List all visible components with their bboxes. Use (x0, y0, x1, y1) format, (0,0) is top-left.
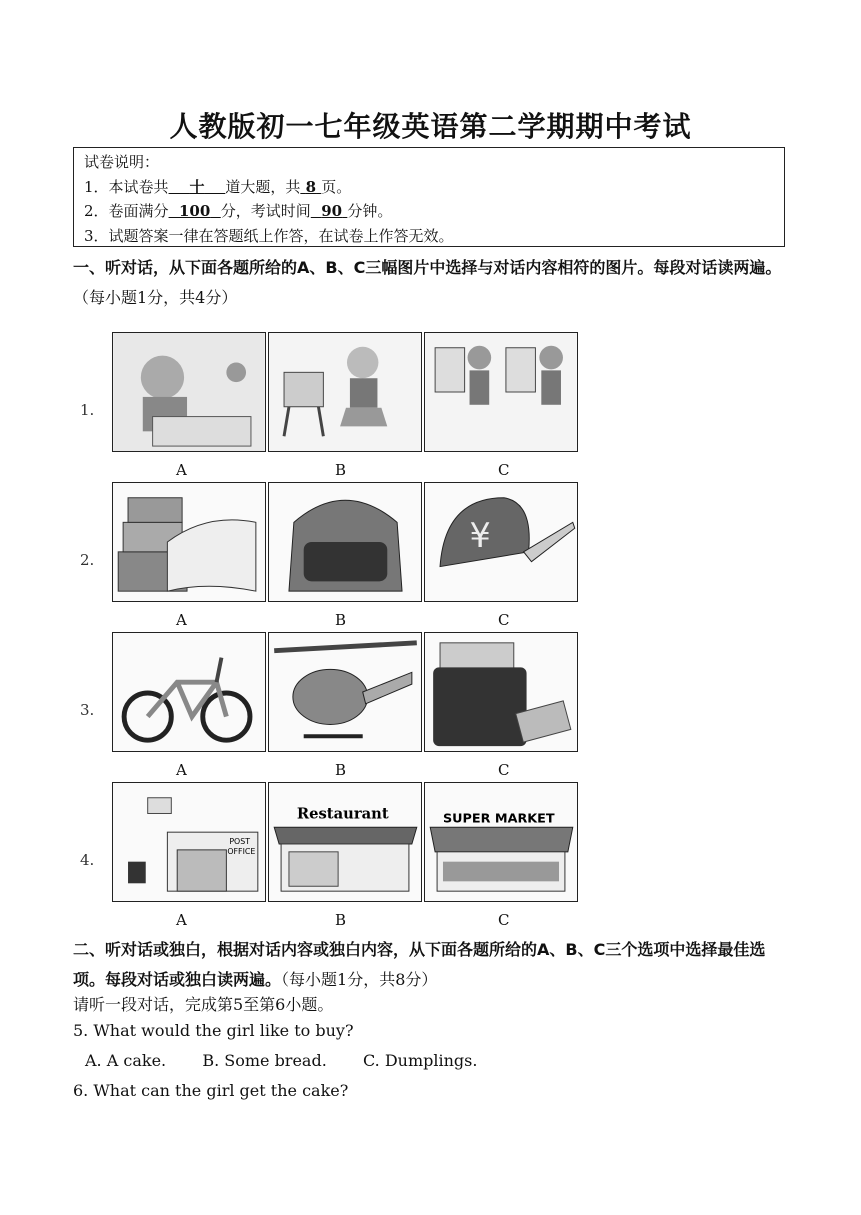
question-5: 5. What would the girl like to buy? (73, 1021, 354, 1040)
exam-title: 人教版初一七年级英语第二学期期中考试 (169, 110, 692, 143)
exam-minutes: 90 (321, 202, 343, 220)
label-b-2: B (335, 611, 347, 629)
label-a-3: A (176, 761, 187, 779)
l1-pre: 1．本试卷共 (84, 177, 169, 196)
l1-mid: 道大题，共 (225, 177, 301, 196)
question-5-options (85, 1051, 477, 1070)
post-text: POST (229, 836, 251, 846)
picture-row-4 (112, 782, 580, 904)
section-2-heading (73, 935, 793, 995)
section-2-bold: 二、听对话或独白，根据对话内容或独白内容，从下面各题所给的A、B、C三个选项中选择最佳选项。每段对话或独白读两遍。 (73, 940, 766, 989)
section-1-bold: 一、听对话，从下面各题所给的A、B、C三幅图片中选择与对话内容相符的图片。每段对话读两遍。 (73, 258, 782, 277)
picture-row-3 (112, 632, 580, 754)
backpack-icon[interactable] (268, 482, 422, 602)
picture-row-1 (112, 332, 580, 454)
label-b-3: B (335, 761, 347, 779)
two-kids-at-easels-icon[interactable] (424, 332, 578, 452)
supermarket-icon[interactable] (424, 782, 578, 902)
exam-instructions-box (73, 147, 785, 247)
label-b-1: B (335, 461, 347, 479)
label-c-2: C (498, 611, 510, 629)
helicopter-icon[interactable] (268, 632, 422, 752)
l2-post: 分钟。 (347, 202, 393, 220)
label-b-4: B (335, 911, 347, 929)
label-c-4: C (498, 911, 510, 929)
section-2-score: （每小题1分，共8分） (281, 970, 438, 989)
wallet-icon[interactable] (424, 632, 578, 752)
instruction-line-1 (84, 175, 774, 200)
girl-painting-icon[interactable] (268, 332, 422, 452)
picture-row-2 (112, 482, 580, 604)
instruction-line-2 (84, 199, 774, 224)
label-c-1: C (498, 461, 510, 479)
option-5c[interactable]: C. Dumplings. (362, 1051, 478, 1070)
l2-pre: 2．卷面满分 (84, 202, 169, 220)
section-count: 十 (189, 177, 205, 196)
instruction-line-3: 3．试题答案一律在答题纸上作答，在试卷上作答无效。 (84, 226, 454, 245)
row-number-1: 1. (80, 401, 95, 419)
l1-post: 页。 (321, 177, 352, 196)
label-c-3: C (498, 761, 510, 779)
listening-instruction: 请听一段对话，完成第5至第6小题。 (73, 995, 334, 1014)
section-1-heading (73, 253, 793, 313)
question-6: 6. What can the girl get the cake? (73, 1081, 349, 1100)
label-a-4: A (176, 911, 187, 929)
row-number-3: 3. (80, 701, 95, 719)
full-score: 100 (179, 202, 211, 220)
label-a-1: A (176, 461, 187, 479)
post-office-icon[interactable] (112, 782, 266, 902)
option-5b[interactable]: B. Some bread. (202, 1051, 327, 1070)
office-text: OFFICE (227, 846, 256, 856)
section-1-score: （每小题1分，共4分） (73, 288, 238, 307)
row-number-2: 2. (80, 551, 95, 569)
books-icon[interactable] (112, 482, 266, 602)
row-number-4: 4. (80, 851, 95, 869)
supermarket-sign-text: SUPER MARKET (442, 811, 555, 827)
l2-mid: 分，考试时间 (220, 202, 311, 220)
boy-drawing-icon[interactable] (112, 332, 266, 452)
restaurant-sign-text: Restaurant (296, 805, 389, 823)
label-a-2: A (176, 611, 187, 629)
svg-text:¥: ¥ (469, 515, 491, 555)
restaurant-icon[interactable] (268, 782, 422, 902)
option-5a[interactable]: A. A cake. (85, 1051, 167, 1070)
instructions-heading: 试卷说明： (84, 153, 160, 171)
cap-icon[interactable] (424, 482, 578, 602)
bicycle-icon[interactable] (112, 632, 266, 752)
page-count: 8 (305, 177, 317, 196)
